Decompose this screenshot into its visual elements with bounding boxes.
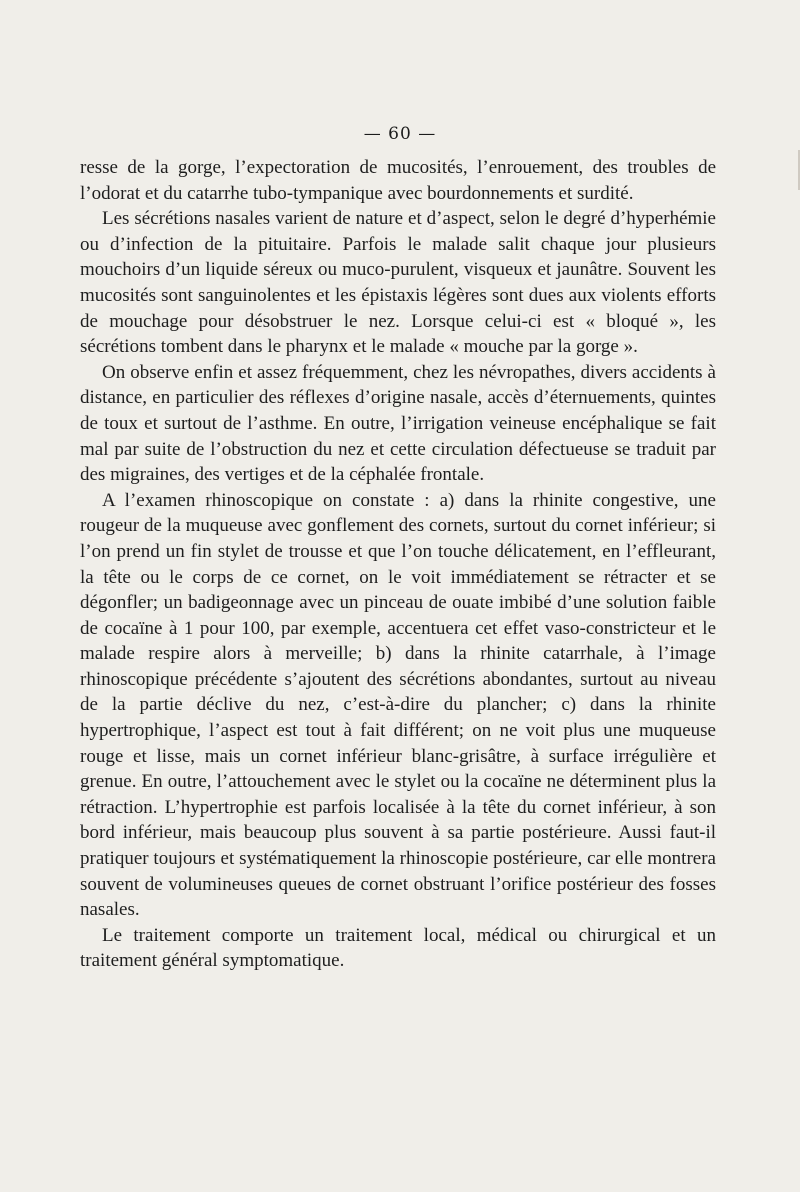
page-number: — 60 —	[363, 124, 437, 144]
body-text	[80, 155, 716, 974]
paragraph-3: On observe enfin et assez fréquemment, chez les névropathes, divers accidents à distance, en particulier des réflexes d’origine nasale, accès d’éternuements, quintes de toux et surtout de l’asthme. En outre, l’irrigation veineuse encéphalique se fait mal par suite de l’obstruction du nez et cette circulation défectueuse se traduit par des migraines, des vertiges et de la céphalée frontale.	[80, 361, 716, 486]
paragraph-1: resse de la gorge, l’expectoration de mucosités, l’enrouement, des troubles de l’odorat et du catarrhe tubo-tympanique avec bourdonnements et surdité.	[80, 157, 716, 204]
paragraph-4: A l’examen rhinoscopique on constate : a) dans la rhinite congestive, une rougeur de la muqueuse avec gonflement des cornets, surtout du cornet inférieur; si l’on prend un fin stylet de trousse et que l’on touche délicatement, en l’effleurant, la tête ou le corps de ce cornet, on le voit immédiatement se rétracter et se dégonfler; un badigeonnage avec un pinceau de ouate imbibé d’une solution faible de cocaïne à 1 pour 100, par exemple, accentuera cet effet vaso-constricteur et le malade respire alors à merveille; b) dans la rhinite catarrhale, à l’image rhinoscopique précédente s’ajoutent des sécrétions abondantes, surtout au niveau de la partie déclive du nez, c’est-à-dire du plancher; c) dans la rhinite hypertrophique, l’aspect est tout à fait différent; on ne voit plus une muqueuse rouge et lisse, mais un cornet inférieur blanc-grisâtre, à surface irrégulière et grenue. En outre, l’attouchement avec le stylet ou la cocaïne ne déterminent plus la rétraction. L’hypertrophie est parfois localisée à la tête du cornet inférieur, à son bord inférieur, mais beaucoup plus souvent à sa partie postérieure. Aussi faut-il pratiquer toujours et systématiquement la rhinoscopie postérieure, car elle montrera souvent de volumineuses queues de cornet obstruant l’orifice postérieur des fosses nasales.	[80, 489, 716, 921]
paragraph-5: Le traitement comporte un traitement local, médical ou chirurgical et un traitement général symptomatique.	[80, 924, 716, 972]
paragraph-2: Les sécrétions nasales varient de nature et d’aspect, selon le degré d’hyperhémie ou d’infection de la pituitaire. Parfois le malade salit chaque jour plusieurs mouchoirs d’un liquide séreux ou muco-purulent, visqueux et jaunâtre. Souvent les mucosités sont sanguinolentes et les épistaxis légères sont dues aux violents efforts de mouchage pour désobstruer le nez. Lorsque celui-ci est « bloqué », les sécrétions tombent dans le pharynx et le malade « mouche par la gorge ».	[80, 208, 716, 358]
